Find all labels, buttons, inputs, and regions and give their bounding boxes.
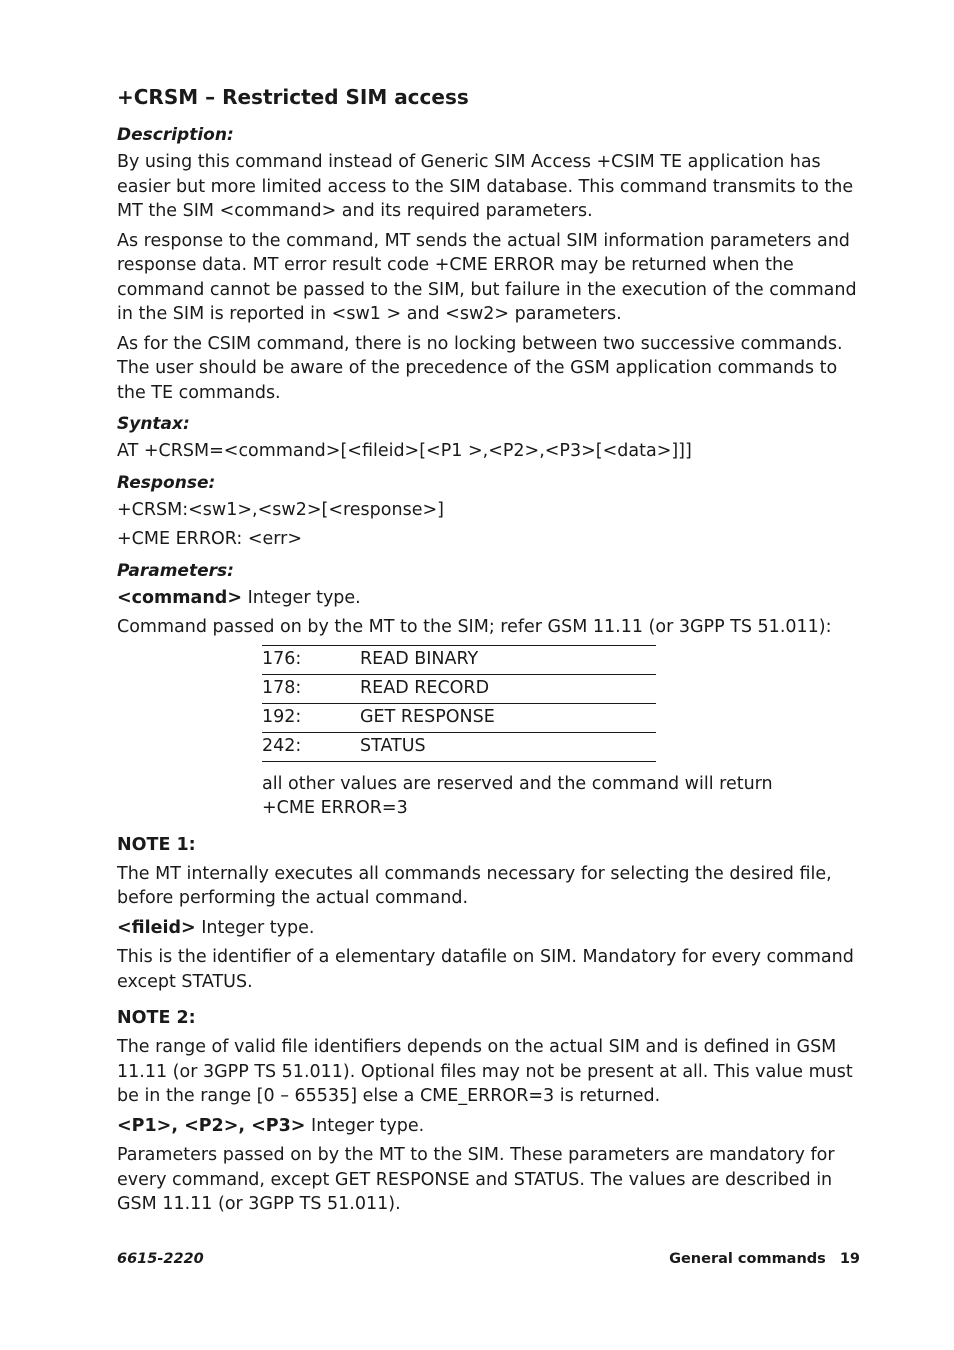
table-note-line-2: +CME ERROR=3 [262, 798, 408, 818]
table-cell-code: 178: [262, 674, 360, 703]
table-row [262, 645, 656, 674]
page-content [117, 80, 862, 1222]
table-row [262, 703, 656, 732]
description-paragraph-1: By using this command instead of Generic SIM Access +CSIM TE application has easier but more limited access to the SIM database. This command transmits to the MT the SIM <command> and its required parameters. [117, 152, 854, 221]
note-2-label: NOTE 2: [117, 1008, 196, 1028]
syntax-text: AT +CRSM=<command>[<fileid>[<P1 >,<P2>,<P3>[<data>]]] [117, 441, 692, 461]
command-param [117, 586, 862, 611]
command-param-desc: Command passed on by the MT to the SIM; refer GSM 11.11 (or 3GPP TS 51.011): [117, 617, 832, 637]
table-cell-name: READ RECORD [360, 674, 656, 703]
table-cell-code: 242: [262, 732, 360, 761]
p123-param-type: Integer type. [305, 1115, 425, 1136]
response-line-1: +CRSM:<sw1>,<sw2>[<response>] [117, 499, 444, 520]
fileid-param-name: <fileid> [117, 917, 196, 938]
footer-page-number: 19 [839, 1251, 860, 1267]
table-cell-code: 192: [262, 703, 360, 732]
note-1-text: The MT internally executes all commands necessary for selecting the desired file, before performing the actual command. [117, 863, 832, 908]
syntax-label: Syntax: [117, 414, 190, 434]
parameters-label: Parameters: [117, 560, 234, 581]
table-cell-name: GET RESPONSE [360, 703, 656, 732]
response-line-2: +CME ERROR: <err> [117, 529, 303, 549]
command-param-type: Integer type. [242, 587, 361, 608]
command-param-name: <command> [117, 587, 242, 608]
table-cell-code: 176: [262, 645, 360, 674]
fileid-param [117, 916, 862, 941]
p123-param-name: <P1>, <P2>, <P3> [117, 1115, 306, 1136]
table-cell-name: READ BINARY [360, 645, 656, 674]
description-paragraph-3: As for the CSIM command, there is no locking between two successive commands. The user should be aware of the precedence of the GSM application commands to the TE commands. [117, 333, 843, 403]
fileid-param-desc: This is the identifier of a elementary datafile on SIM. Mandatory for every command except STATUS. [117, 947, 854, 992]
footer-right [669, 1251, 860, 1267]
description-label: Description: [117, 125, 234, 145]
table-cell-name: STATUS [360, 732, 656, 761]
command-table [262, 645, 656, 762]
footer-section: General commands [669, 1251, 826, 1267]
response-label: Response: [117, 472, 216, 493]
description-paragraph-2: As response to the command, MT sends the actual SIM information parameters and response data. MT error result code +CME ERROR may be returned when the command cannot be passed to the SIM, but failure in the execution of the command in the SIM is reported in <sw1 > and <sw2> parameters. [117, 230, 857, 324]
table-row [262, 674, 656, 703]
page-title: +CRSM – Restricted SIM access [117, 85, 469, 109]
footer-doc-number: 6615-2220 [117, 1251, 204, 1267]
fileid-param-type: Integer type. [195, 917, 315, 938]
note-2-text: The range of valid file identifiers depends on the actual SIM and is defined in GSM 11.11 (or 3GPP TS 51.011). Optional files may not be present at all. This value must be in the range [0 – 65535] else a CME_ERROR=3 is returned. [117, 1037, 853, 1106]
p123-param-desc: Parameters passed on by the MT to the SIM. These parameters are mandatory for every command, except GET RESPONSE and STATUS. The values are described in GSM 11.11 (or 3GPP TS 51.011). [117, 1145, 835, 1214]
note-1-label: NOTE 1: [117, 834, 196, 855]
table-note [262, 772, 862, 821]
p123-param [117, 1114, 862, 1139]
table-row [262, 732, 656, 761]
table-note-line-1: all other values are reserved and the command will return [262, 773, 773, 794]
